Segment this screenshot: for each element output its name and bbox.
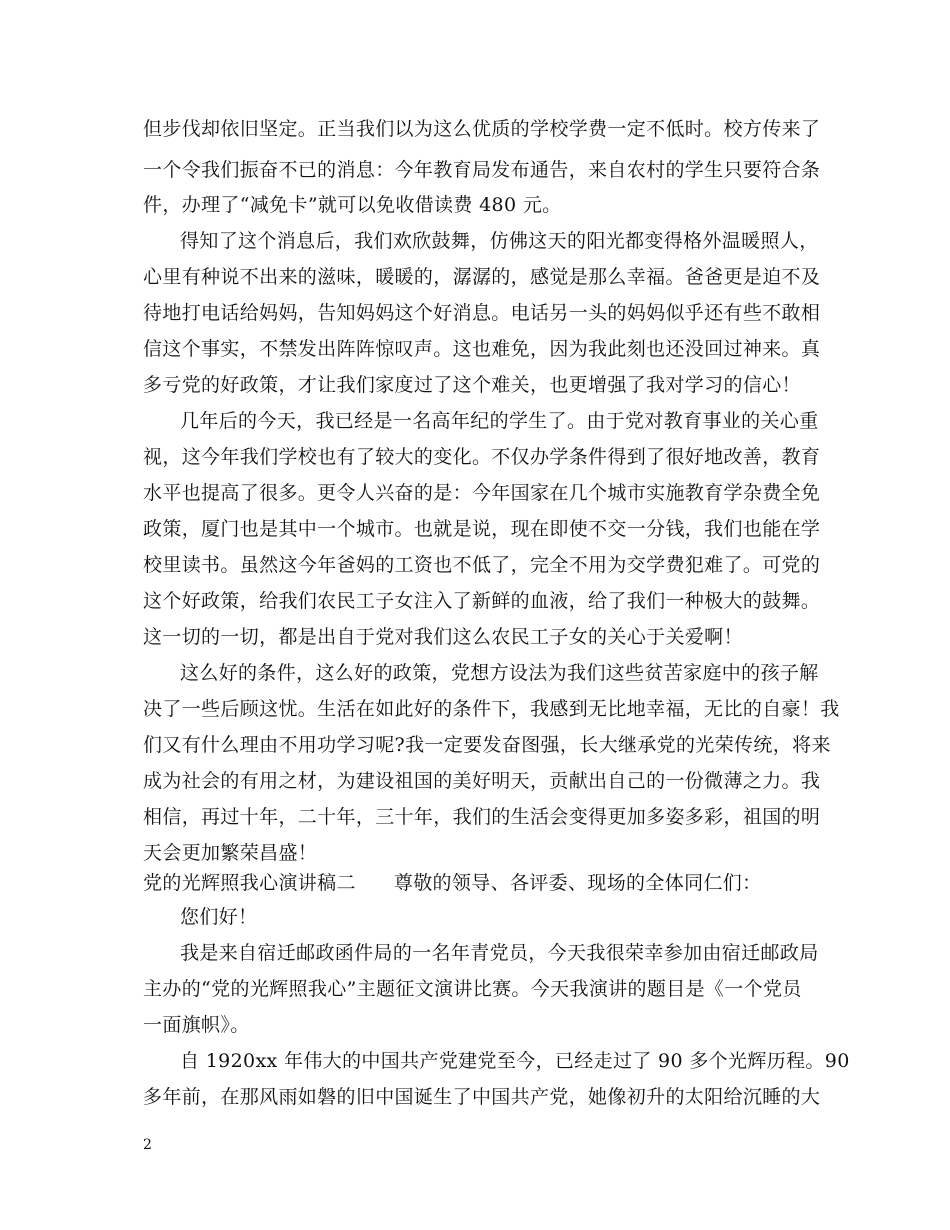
paragraph-first-line: 我是来自宿迁邮政函件局的一名年青党员，今天我很荣幸参加由宿迁邮政局	[180, 942, 819, 964]
body-text-line: 天会更加繁荣昌盛！	[143, 842, 318, 864]
paragraph-first-line: 自 1920xx 年伟大的中国共产党建党至今，已经走过了 90 多个光辉历程。90	[180, 1050, 850, 1072]
speech-title: 党的光辉照我心演讲稿二	[143, 872, 356, 894]
body-text-line: 但步伐却依旧坚定。正当我们以为这么优质的学校学费一定不低时。校方传来了	[143, 118, 821, 140]
body-text-line: 校里读书。虽然这今年爸妈的工资也不低了，完全不用为交学费犯难了。可党的	[143, 554, 821, 576]
body-text-line: 相信，再过十年，二十年，三十年，我们的生活会变得更加多姿多彩，祖国的明	[143, 806, 821, 828]
body-text-line: 决了一些后顾这忧。生活在如此好的条件下，我感到无比地幸福，无比的自豪！我	[143, 698, 840, 720]
body-text-line: 水平也提高了很多。更令人兴奋的是：今年国家在几个城市实施教育学杂费全免	[143, 482, 821, 504]
body-text-line: 多年前，在那风雨如磐的旧中国诞生了中国共产党，她像初升的太阳给沉睡的大	[143, 1086, 821, 1108]
page-number: 2	[143, 1137, 152, 1153]
paragraph-first-line: 得知了这个消息后，我们欢欣鼓舞，仿佛这天的阳光都变得格外温暖照人，	[180, 230, 819, 252]
section-heading	[143, 871, 762, 895]
speech-greeting: 尊敬的领导、各评委、现场的全体同仁们：	[393, 872, 762, 894]
body-text-line: 一面旗帜》。	[143, 1014, 250, 1036]
body-text-line: 待地打电话给妈妈，告知妈妈这个好消息。电话另一头的妈妈似乎还有些不敢相	[143, 302, 821, 324]
body-text-line: 件，办理了“减免卡”就可以免收借读费 480 元。	[143, 194, 562, 216]
body-text-line: 视，这今年我们学校也有了较大的变化。不仅办学条件得到了很好地改善，教育	[143, 446, 821, 468]
body-text-line: 一个令我们振奋不已的消息：今年教育局发布通告，来自农村的学生只要符合条	[143, 159, 821, 181]
paragraph-first-line: 几年后的今天，我已经是一名高年纪的学生了。由于党对教育事业的关心重	[180, 410, 819, 432]
paragraph-first-line: 这么好的条件，这么好的政策，党想方设法为我们这些贫苦家庭中的孩子解	[180, 662, 819, 684]
body-text-line: 这个好政策，给我们农民工子女注入了新鲜的血液，给了我们一种极大的鼓舞。	[143, 590, 821, 612]
body-text-line: 们又有什么理由不用功学习呢?我一定要发奋图强，长大继承党的光荣传统，将来	[143, 734, 831, 756]
body-text-line: 主办的“党的光辉照我心”主题征文演讲比赛。今天我演讲的题目是《一个党员	[143, 978, 802, 1000]
salutation-line: 您们好！	[180, 906, 258, 928]
body-text-line: 政策，厦门也是其中一个城市。也就是说，现在即使不交一分钱，我们也能在学	[143, 518, 821, 540]
body-text-line: 这一切的一切，都是出自于党对我们这么农民工子女的关心于关爱啊！	[143, 626, 743, 648]
body-text-line: 心里有种说不出来的滋味，暖暖的，潺潺的，感觉是那么幸福。爸爸更是迫不及	[143, 266, 821, 288]
body-text-line: 信这个事实，不禁发出阵阵惊叹声。这也难免，因为我此刻也还没回过神来。真	[143, 338, 821, 360]
body-text-line: 成为社会的有用之材，为建设祖国的美好明天，贡献出自己的一份微薄之力。我	[143, 770, 821, 792]
body-text-line: 多亏党的好政策，才让我们家度过了这个难关，也更增强了我对学习的信心！	[143, 374, 801, 396]
